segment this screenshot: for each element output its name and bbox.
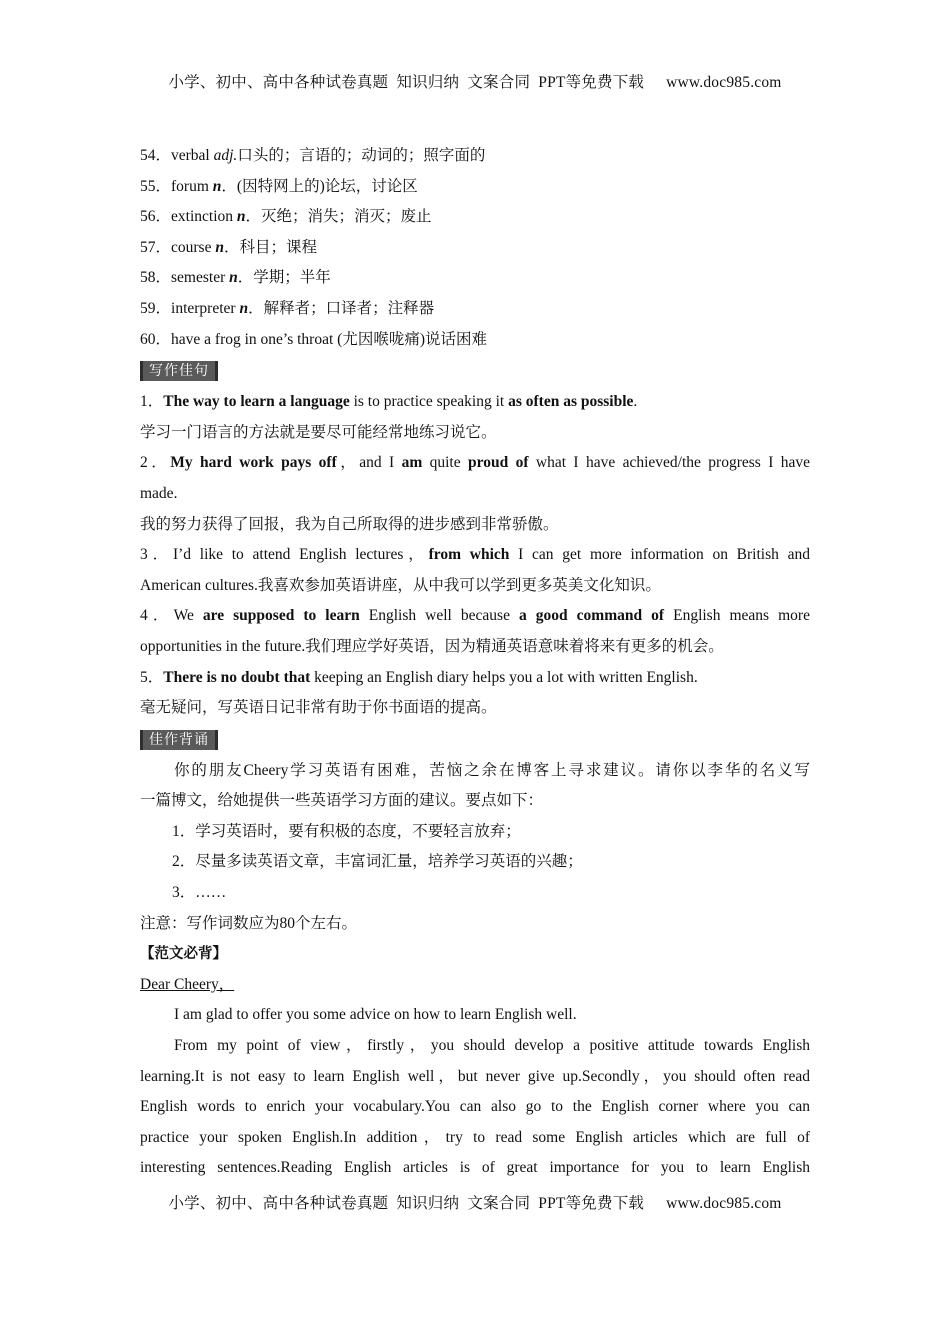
header-text: 小学、初中、高中各种试卷真题 知识归纳 文案合同 PPT等免费下载	[168, 74, 645, 91]
sentence-2: 2．My hard work pays off，and I am quite proud of what I have achieved/the progress I have	[140, 454, 811, 472]
essay-line: I am glad to offer you some advice on how to learn English well.	[174, 1006, 577, 1024]
document-body	[140, 141, 810, 1184]
sentence-3: 3．I’d like to attend English lectures，from which I can get more information on British and	[140, 546, 810, 564]
task-point-1: 1．学习英语时，要有积极的态度，不要轻言放弃；	[172, 822, 521, 840]
task-prompt-cont: 一篇博文，给她提供一些英语学习方面的建议。要点如下：	[140, 792, 544, 810]
task-prompt: 你的朋友Cheery学习英语有困难，苦恼之余在博客上寻求建议。请你以李华的名义写	[174, 761, 810, 779]
vocab-item: 54．verbal adj.口头的；言语的；动词的；照字面的	[140, 147, 486, 164]
essay-salutation: Dear Cheery，	[140, 975, 235, 993]
sentence-5-translation: 毫无疑问，写英语日记非常有助于你书面语的提高。	[140, 699, 497, 717]
vocab-item: 55．forum n．(因特网上的)论坛，讨论区	[140, 177, 418, 195]
section-tag-model-essay: 佳作背诵	[140, 730, 218, 750]
header-site-link[interactable]: www.doc985.com	[666, 74, 782, 91]
footer-text: 小学、初中、高中各种试卷真题 知识归纳 文案合同 PPT等免费下载	[168, 1195, 645, 1212]
essay-line: practice your spoken English.In addition，try to read some English articles which are full of	[140, 1128, 810, 1146]
sentence-3-cont: American cultures.我喜欢参加英语讲座，从中我可以学到更多英美文化知识。	[140, 576, 661, 594]
vocab-item: 57．course n．科目；课程	[140, 238, 317, 256]
sentence-2-cont: made.	[140, 484, 178, 502]
page-header	[0, 70, 950, 92]
vocab-item: 56．extinction n．灭绝；消失；消灭；废止	[140, 208, 432, 226]
page-footer	[0, 1191, 950, 1213]
sentence-4-cont: opportunities in the future.我们理应学好英语，因为精通英语意味着将来有更多的机会。	[140, 637, 724, 655]
sentence-2-translation: 我的努力获得了回报，我为自己所取得的进步感到非常骄傲。	[140, 515, 559, 533]
essay-line: interesting sentences.Reading English articles is of great importance for you to learn English	[140, 1159, 810, 1177]
vocab-item: 58．semester n．学期；半年	[140, 269, 331, 287]
essay-line: learning.It is not easy to learn English well，but never give up.Secondly，you should often read	[140, 1067, 810, 1085]
sentence-5: 5．There is no doubt that keeping an English diary helps you a lot with written English.	[140, 668, 698, 686]
task-point-3: 3．……	[172, 884, 227, 902]
essay-line: From my point of view，firstly，you should develop a positive attitude towards English	[174, 1037, 810, 1055]
vocab-item: 60．have a frog in one’s throat (尤因喉咙痛)说话困难	[140, 330, 487, 348]
model-essay-title: 【范文必背】	[140, 946, 227, 963]
task-note: 注意：写作词数应为80个左右。	[140, 914, 358, 932]
sentence-1-translation: 学习一门语言的方法就是要尽可能经常地练习说它。	[140, 423, 497, 441]
sentence-4: 4．We are supposed to learn English well because a good command of English means more	[140, 607, 810, 625]
section-tag-writing-sentences: 写作佳句	[140, 361, 218, 381]
vocab-item: 59．interpreter n．解释者；口译者；注释器	[140, 299, 435, 317]
sentence-1: 1．The way to learn a language is to practice speaking it as often as possible.	[140, 393, 638, 411]
footer-site-link[interactable]: www.doc985.com	[666, 1195, 782, 1212]
essay-line: English words to enrich your vocabulary.You can also go to the English corner where you can	[140, 1098, 810, 1116]
task-point-2: 2．尽量多读英语文章，丰富词汇量，培养学习英语的兴趣；	[172, 853, 583, 871]
